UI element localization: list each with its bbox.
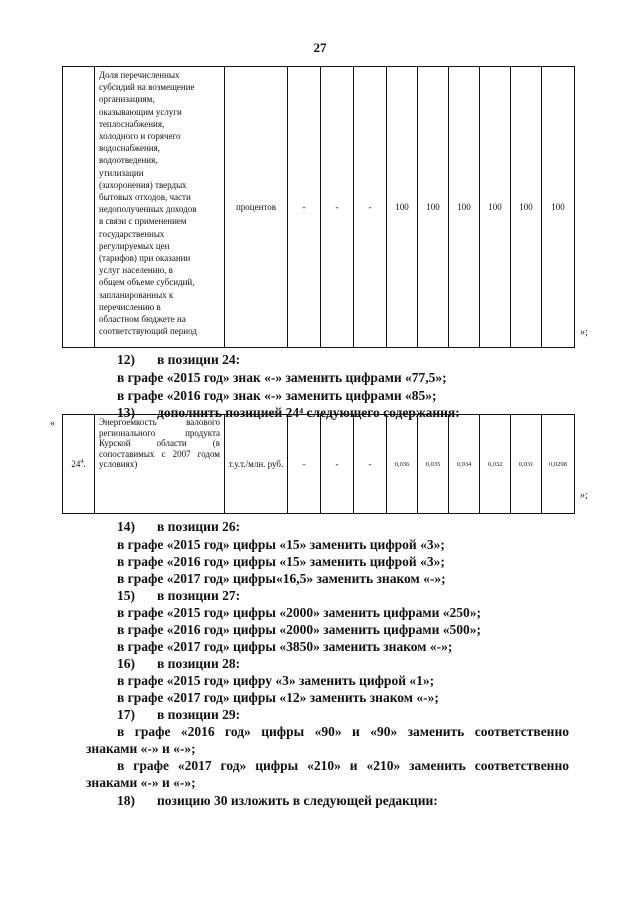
desc-line: общем объеме субсидий, <box>99 277 195 288</box>
desc-line: областном бюджете на <box>99 314 186 325</box>
paragraph-line: в графе «2016 год» знак «-» заменить цифрами «85»; <box>117 388 437 403</box>
position-cell <box>63 67 95 348</box>
value-cell: - <box>354 67 387 348</box>
paragraph-line: в графе «2016 год» цифры «15» заменить цифрой «3»; <box>117 554 445 569</box>
paragraph-line: в графе «2017 год» цифры«16,5» заменить знаком «-»; <box>117 571 446 586</box>
paragraph-line: в графе «2016 год» цифры «90» и «90» заменить соответственно <box>117 724 569 739</box>
paragraph-line <box>117 518 240 535</box>
desc-line: оказывающим услуги <box>99 106 182 117</box>
closing-quote-mark: »; <box>580 327 588 338</box>
item-number: 12) <box>117 352 135 367</box>
desc-line: Доля перечисленных <box>99 70 180 80</box>
desc-line: (тарифов) при оказании <box>99 253 191 264</box>
item-number: 14) <box>117 519 135 534</box>
item-number: 16) <box>117 656 135 671</box>
unit-cell: т.у.т./млн. руб. <box>225 415 288 514</box>
paragraph-line: знаками «-» и «-»; <box>86 741 196 756</box>
position-cell <box>63 415 95 514</box>
paragraph-text: в позиции 26: <box>157 519 241 534</box>
paragraph-line <box>117 351 240 368</box>
paragraph-line: в графе «2017 год» цифры «3850» заменить знаком «-»; <box>117 639 453 654</box>
paragraph-line: в графе «2017 год» цифры «12» заменить знаком «-»; <box>117 690 439 705</box>
unit-cell: процентов <box>225 67 288 348</box>
desc-line: теплоснабжения, <box>99 118 165 129</box>
item-number: 13) <box>117 405 135 420</box>
table-row <box>63 415 575 514</box>
paragraph-line: в графе «2015 год» цифры «15» заменить цифрой «3»; <box>117 537 445 552</box>
description-cell <box>95 67 225 348</box>
value-cell: 100 <box>387 67 418 348</box>
desc-line: государственных <box>99 228 165 239</box>
value-cell: 100 <box>449 67 480 348</box>
page-number: 27 <box>313 40 327 55</box>
table-energy-intensity <box>62 414 575 514</box>
item-number: 18) <box>117 793 135 808</box>
value-cell: 0,032 <box>480 415 511 514</box>
desc-line: водоснабжения, <box>99 143 161 154</box>
opening-quote-mark: « <box>50 418 55 429</box>
paragraph-line <box>117 706 240 723</box>
value-cell: - <box>288 67 321 348</box>
value-cell: 0,036 <box>387 415 418 514</box>
paragraph-line <box>117 792 438 809</box>
table-row <box>63 67 575 348</box>
paragraph-text: в позиции 29: <box>157 707 241 722</box>
description-cell: Энергоемкость валового регионального продукта Курской области (в сопоставимых с 2007 годом условиях) <box>95 415 225 514</box>
desc-line: регулируемых цен <box>99 240 170 251</box>
paragraph-text: в позиции 24: <box>157 352 241 367</box>
position-suffix: . <box>83 459 86 469</box>
position-number: 24 <box>71 459 81 469</box>
value-cell: - <box>321 415 354 514</box>
paragraph-line: в графе «2015 год» цифру «3» заменить цифрой «1»; <box>117 673 435 688</box>
desc-line: перечислению в <box>99 301 161 312</box>
desc-line: утилизации <box>99 167 144 178</box>
table-subsidy-share <box>62 66 575 348</box>
paragraph-line: в графе «2016 год» цифры «2000» заменить цифрами «500»; <box>117 622 482 637</box>
paragraph-line: в графе «2015 год» знак «-» заменить цифрами «77,5»; <box>117 370 447 385</box>
value-cell: 100 <box>418 67 449 348</box>
desc-line: недополученных доходов <box>99 204 197 215</box>
value-cell: 0,031 <box>511 415 542 514</box>
value-cell: 100 <box>480 67 511 348</box>
value-cell: 100 <box>511 67 542 348</box>
value-cell: 0,0298 <box>542 415 575 514</box>
value-cell: - <box>288 415 321 514</box>
value-cell: - <box>321 67 354 348</box>
desc-line: субсидий на возмещение <box>99 82 195 93</box>
desc-line: соответствующий период <box>99 326 197 337</box>
paragraph-line <box>117 587 240 604</box>
paragraph-line: в графе «2015 год» цифры «2000» заменить цифрами «250»; <box>117 605 482 620</box>
value-cell: 0,034 <box>449 415 480 514</box>
desc-line: организациям, <box>99 94 155 105</box>
item-number: 17) <box>117 707 135 722</box>
value-cell: - <box>354 415 387 514</box>
paragraph-text: дополнить позицией 24⁴ следующего содержания: <box>157 405 460 420</box>
desc-line: холодного и горячего <box>99 131 181 142</box>
value-cell: 0,035 <box>418 415 449 514</box>
desc-line: бытовых отходов, части <box>99 192 191 203</box>
closing-quote-mark: »; <box>580 490 588 501</box>
paragraph-text: позицию 30 изложить в следующей редакции: <box>157 793 438 808</box>
position-superscript: 4 <box>80 459 84 465</box>
paragraph-text: в позиции 28: <box>157 656 241 671</box>
desc-line: в связи с применением <box>99 216 187 227</box>
paragraph-line: знаками «-» и «-»; <box>86 775 196 790</box>
paragraph-line: в графе «2017 год» цифры «210» и «210» заменить соответственно <box>117 758 569 773</box>
paragraph-line <box>117 655 240 672</box>
desc-line: водоотведения, <box>99 155 158 166</box>
paragraph-text: в позиции 27: <box>157 588 241 603</box>
item-number: 15) <box>117 588 135 603</box>
desc-line: (захоронения) твердых <box>99 179 187 190</box>
desc-line: услуг населению, в <box>99 265 173 276</box>
desc-line: запланированных к <box>99 289 174 300</box>
value-cell: 100 <box>542 67 575 348</box>
